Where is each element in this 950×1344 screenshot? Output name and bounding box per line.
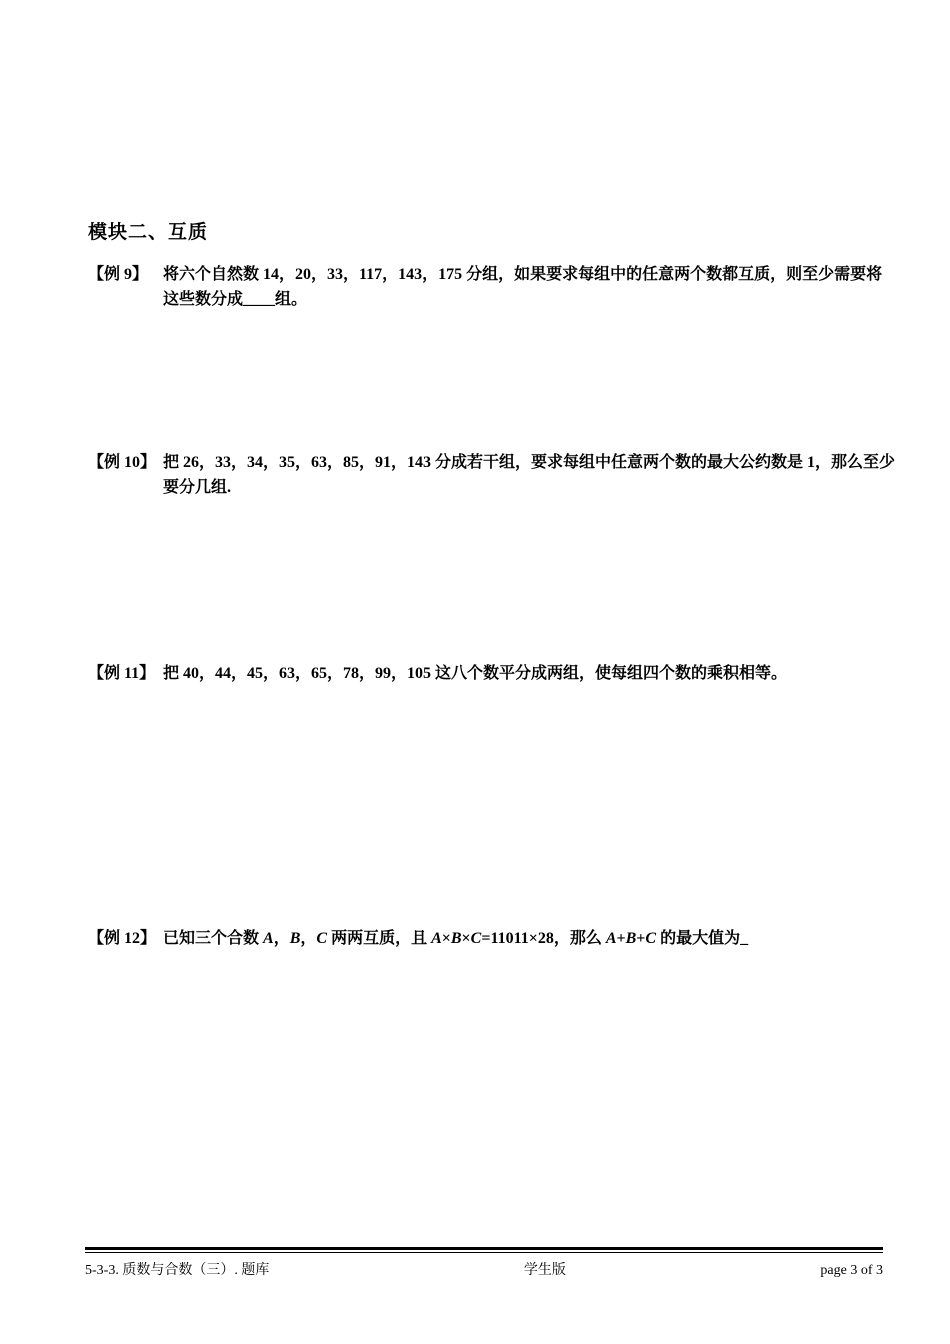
problem-ex10: [88, 450, 895, 500]
footer-page-number: page 3 of 3: [820, 1263, 883, 1278]
footer-edition: 学生版: [523, 1263, 566, 1278]
problem-text: 把 40，44，45，63，65，78，99，105 这八个数平分成两组，使每组四个数的乘积相等。: [163, 665, 788, 682]
problem-text: 已知三个合数 A，B，C 两两互质，且 A×B×C=11011×28，那么 A+B+C 的最大值为_: [163, 930, 749, 947]
problem-text: 把 26，33，34，35，63，85，91，143 分成若干组，要求每组中任意两个数的最大公约数是 1，那么至少 要分几组.: [163, 454, 896, 496]
footer-rule: [85, 1247, 883, 1253]
footer: [85, 1259, 883, 1279]
footer-doc-title: 5-3-3. 质数与合数（三）. 题库: [85, 1263, 270, 1278]
problem-label: 【例 12】: [88, 930, 157, 947]
problem-ex12: [88, 926, 748, 951]
section-heading: 模块二、互质: [88, 222, 209, 243]
problem-label: 【例 9】: [88, 266, 149, 283]
problem-label: 【例 11】: [88, 665, 156, 682]
problem-label: 【例 10】: [88, 454, 157, 471]
problem-ex9: [88, 262, 882, 312]
problem-ex11: [88, 661, 787, 686]
problem-text: 将六个自然数 14，20，33，117，143，175 分组，如果要求每组中的任意两个数都互质，则至少需要将 这些数分成____组。: [163, 266, 883, 308]
